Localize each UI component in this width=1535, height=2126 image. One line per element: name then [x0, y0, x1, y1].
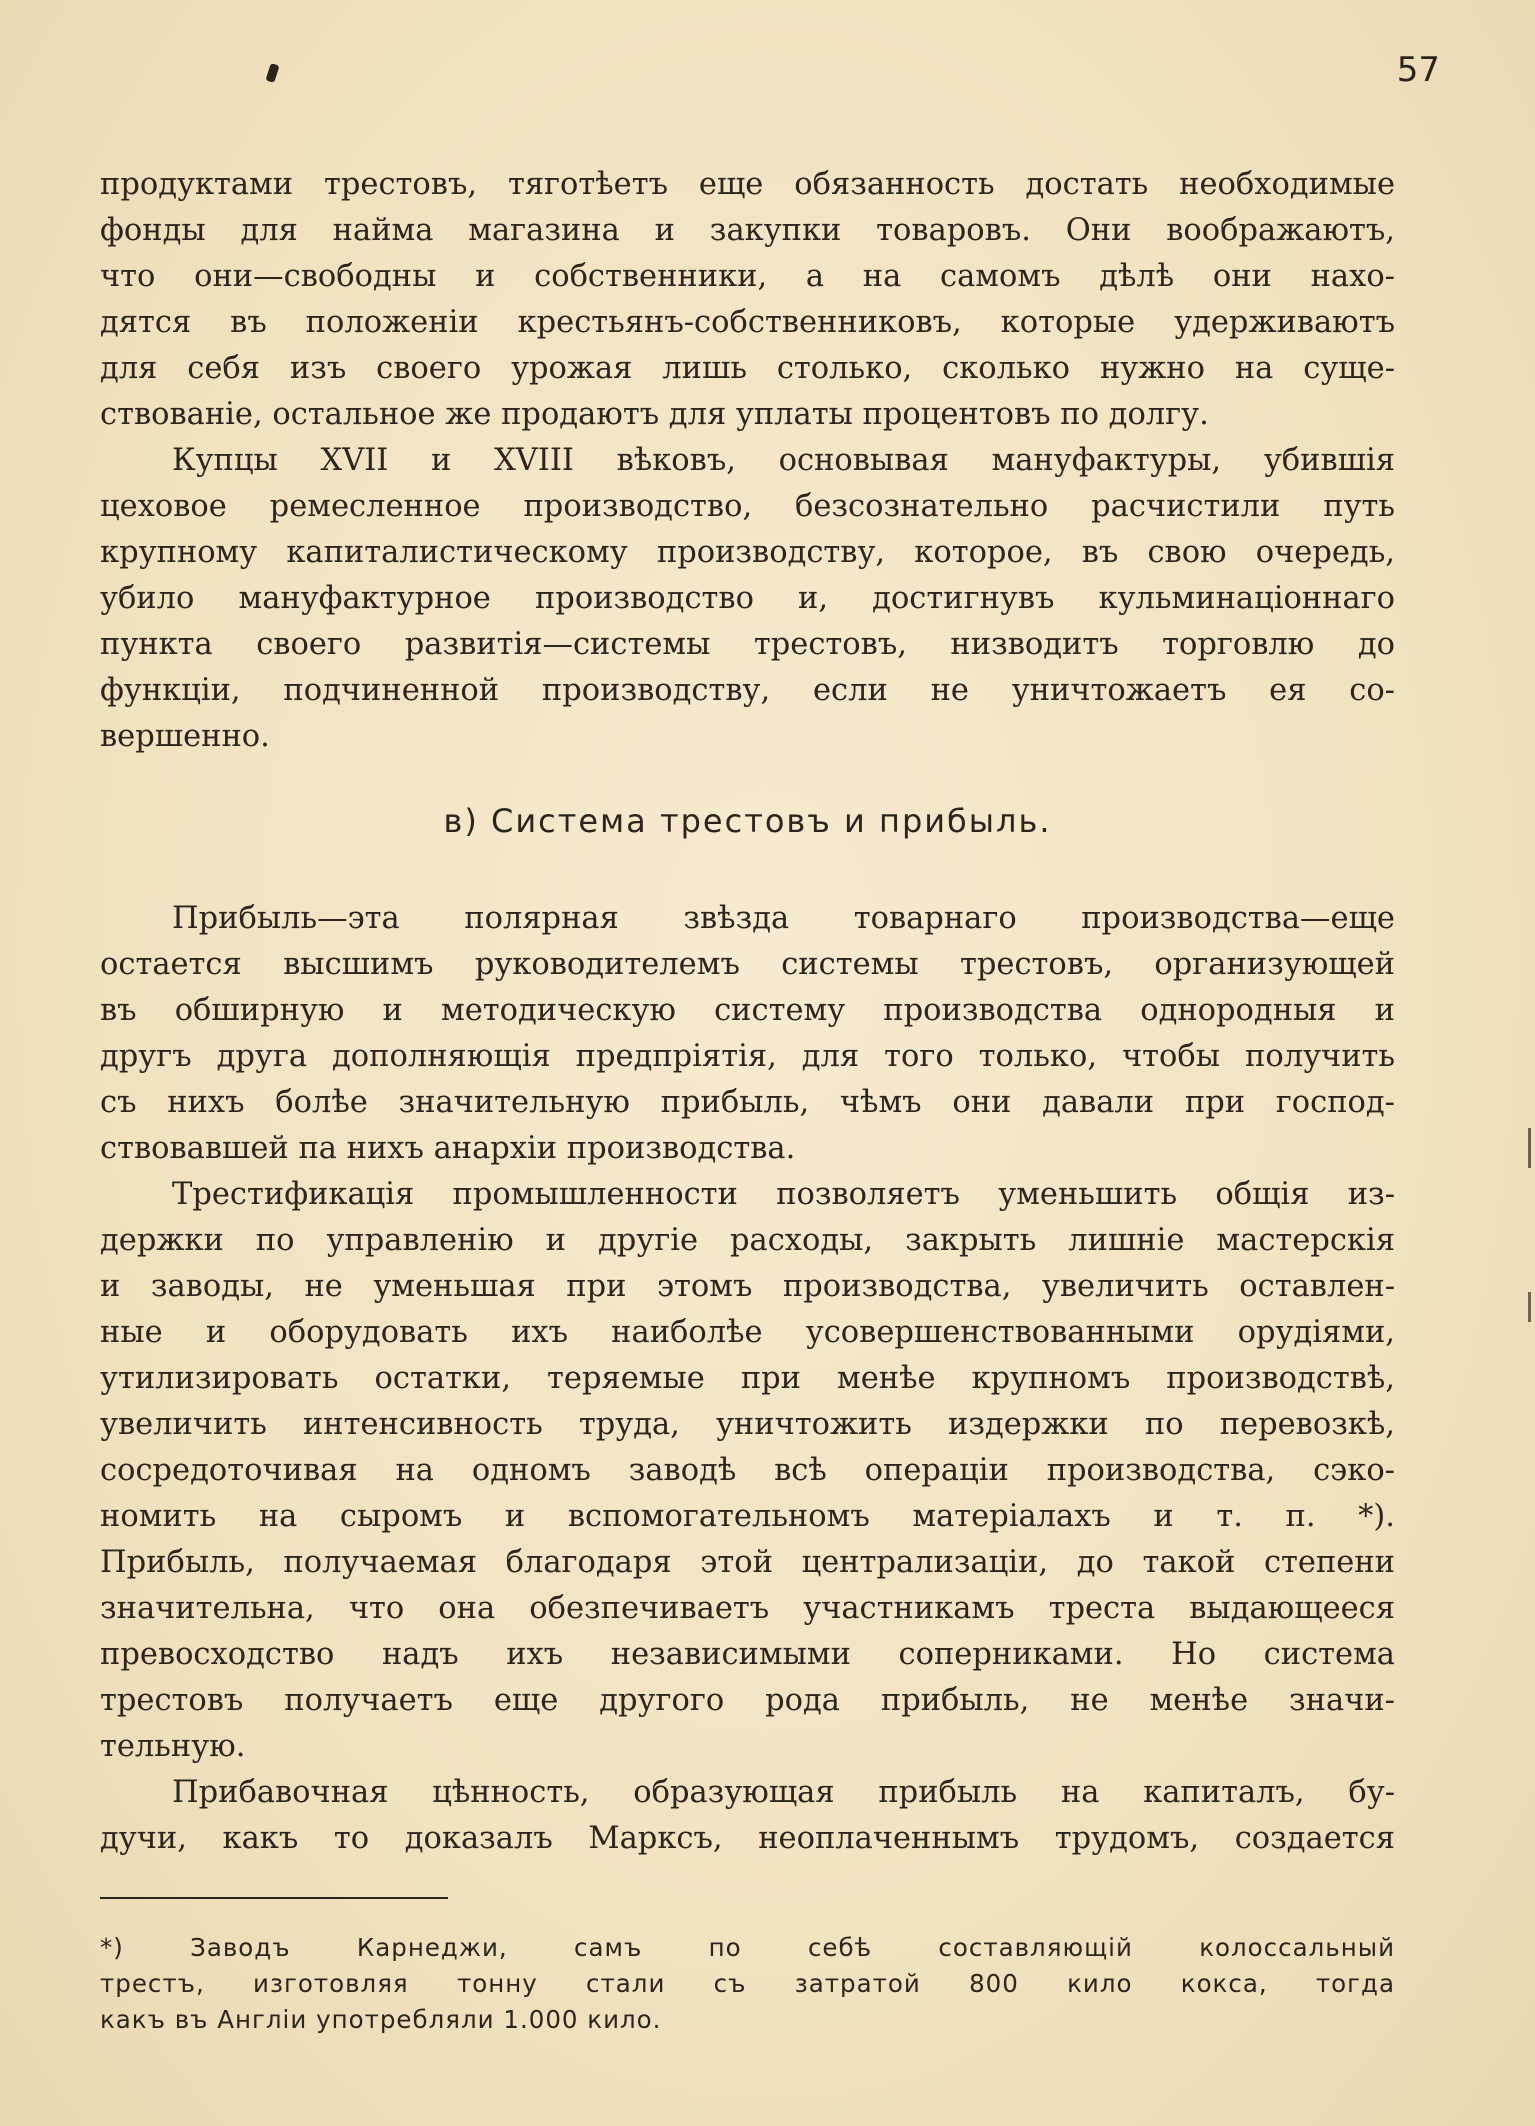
text-line: держки по управленію и другіе расходы, закрыть лишніе мастерскія — [100, 1223, 1395, 1258]
text-line: тельную. — [100, 1729, 246, 1764]
ink-spot — [265, 63, 279, 83]
text-line: ные и оборудовать ихъ наиболѣе усовершенствованными орудіями, — [100, 1315, 1395, 1350]
text-block-bottom — [100, 896, 1395, 1862]
text-line: превосходство надъ ихъ независимыми соперниками. Но система — [100, 1637, 1395, 1672]
text-line: фонды для найма магазина и закупки товаровъ. Они воображаютъ, — [100, 213, 1395, 248]
text-line: Трестификація промышленности позволяетъ уменьшить общія из- — [172, 1177, 1395, 1212]
text-line: Прибыль—эта полярная звѣзда товарнаго производства—еще — [172, 901, 1395, 936]
paragraph-3 — [100, 896, 1395, 1172]
paragraph-2 — [100, 438, 1395, 760]
text-line: Купцы XVII и XVIII вѣковъ, основывая мануфактуры, убившія — [172, 443, 1395, 478]
text-line: и заводы, не уменьшая при этомъ производства, увеличить оставлен- — [100, 1269, 1395, 1304]
text-line: функціи, подчиненной производству, если не уничтожаетъ ея со- — [100, 673, 1395, 708]
text-line: увеличить интенсивность труда, уничтожить издержки по перевозкѣ, — [100, 1407, 1395, 1442]
text-line: дучи, какъ то доказалъ Марксъ, неоплаченнымъ трудомъ, создается — [100, 1821, 1395, 1856]
text-block-top — [100, 162, 1395, 760]
text-line: ствовавшей па нихъ анархіи производства. — [100, 1131, 796, 1166]
paragraph-1 — [100, 162, 1395, 438]
text-line: въ обширную и методическую систему производства однородныя и — [100, 993, 1395, 1028]
text-line: цеховое ремесленное производство, безсознательно расчистили путь — [100, 489, 1395, 524]
text-line: трестовъ получаетъ еще другого рода прибыль, не менѣе значи- — [100, 1683, 1395, 1718]
text-line: другъ друга дополняющія предпріятія, для того только, чтобы получить — [100, 1039, 1395, 1074]
page-number: 57 — [1396, 50, 1440, 90]
footnote-line: *) Заводъ Карнеджи, самъ по себѣ составляющій колоссальный — [100, 1933, 1395, 1962]
text-line: Прибыль, получаемая благодаря этой централизаціи, до такой степени — [100, 1545, 1395, 1580]
text-line: Прибавочная цѣнность, образующая прибыль на капиталъ, бу- — [172, 1775, 1395, 1810]
text-line: дятся въ положеніи крестьянъ-собственниковъ, которые удерживаютъ — [100, 305, 1395, 340]
scan-edge-mark — [1528, 1128, 1531, 1168]
text-line: крупному капиталистическому производству, которое, въ свою очередь, — [100, 535, 1395, 570]
section-heading: в) Система трестовъ и прибыль. — [443, 802, 1052, 840]
footnote-separator — [100, 1897, 448, 1899]
text-line: сосредоточивая на одномъ заводѣ всѣ операціи производства, сэко- — [100, 1453, 1395, 1488]
text-line: номить на сыромъ и вспомогательномъ матеріалахъ и т. п. *). — [100, 1499, 1395, 1534]
footnote-line: какъ въ Англіи употребляли 1.000 кило. — [100, 2005, 662, 2034]
text-line: ствованіе, остальное же продаютъ для уплаты процентовъ по долгу. — [100, 397, 1209, 432]
text-line: съ нихъ болѣе значительную прибыль, чѣмъ они давали при господ- — [100, 1085, 1395, 1120]
text-line: остается высшимъ руководителемъ системы трестовъ, организующей — [100, 947, 1395, 982]
footnote — [100, 1930, 1395, 2038]
text-line: значительна, что она обезпечиваетъ участникамъ треста выдающееся — [100, 1591, 1395, 1626]
text-line: что они—свободны и собственники, а на самомъ дѣлѣ они нахо- — [100, 259, 1395, 294]
text-line: утилизировать остатки, теряемые при менѣе крупномъ производствѣ, — [100, 1361, 1395, 1396]
text-line: пункта своего развитія—системы трестовъ, низводитъ торговлю до — [100, 627, 1395, 662]
text-line: для себя изъ своего урожая лишь столько, сколько нужно на суще- — [100, 351, 1395, 386]
text-line: вершенно. — [100, 719, 270, 754]
text-line: продуктами трестовъ, тяготѣетъ еще обязанность достать необходимые — [100, 167, 1395, 202]
footnote-line: трестъ, изготовляя тонну стали съ затратой 800 кило кокса, тогда — [100, 1969, 1395, 1998]
text-line: убило мануфактурное производство и, достигнувъ кульминаціоннаго — [100, 581, 1395, 616]
scan-edge-mark — [1528, 1292, 1531, 1322]
paragraph-4 — [100, 1172, 1395, 1770]
paragraph-5 — [100, 1770, 1395, 1862]
